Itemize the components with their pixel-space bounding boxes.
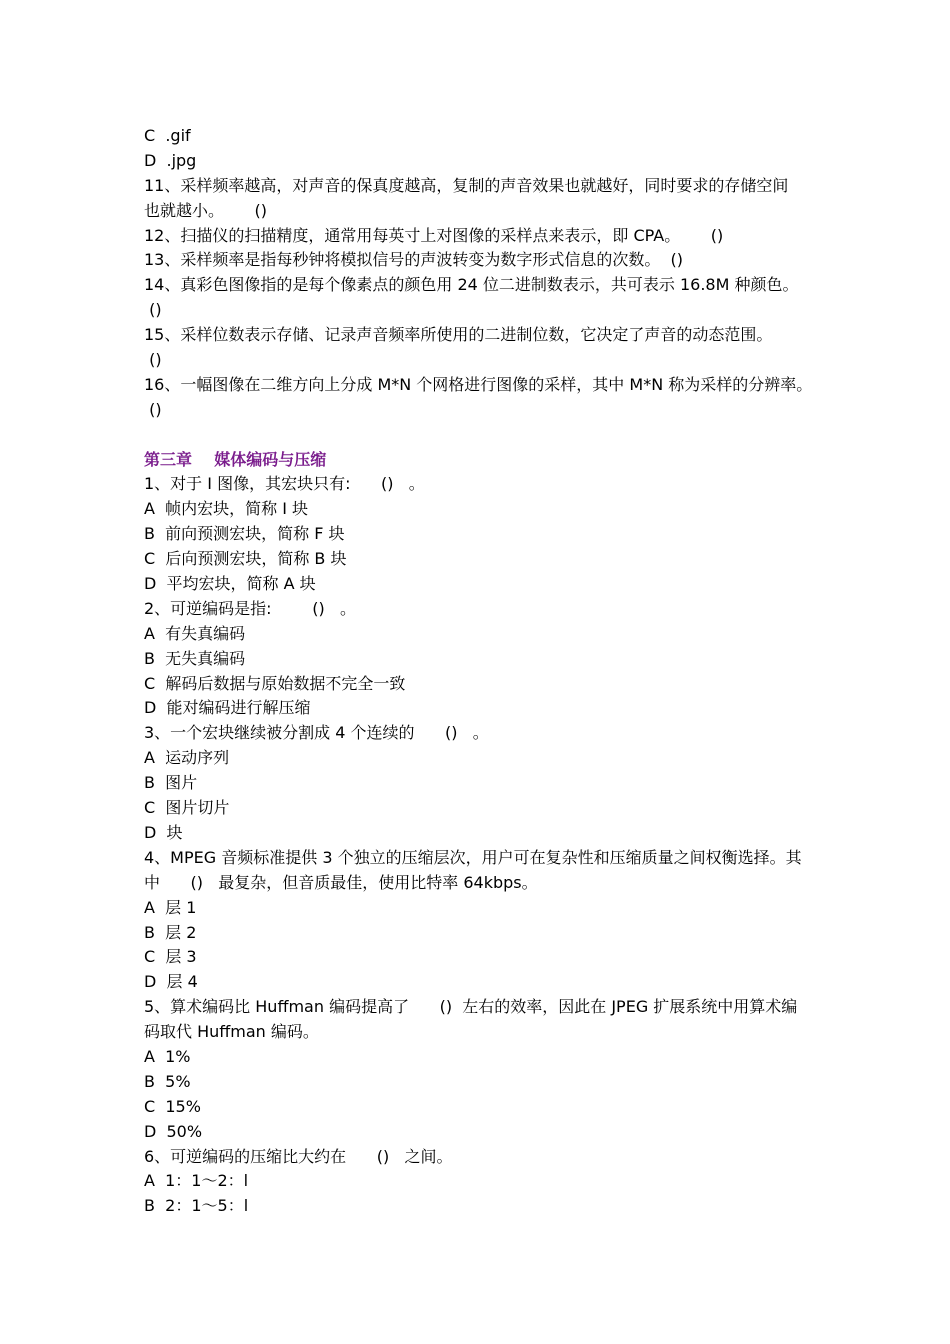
text-line: A 运动序列 xyxy=(144,748,230,768)
text-line: B 层 2 xyxy=(144,922,197,942)
text-line: D 能对编码进行解压缩 xyxy=(144,698,311,718)
text-line: B 前向预测宏块，简称 F 块 xyxy=(144,524,345,544)
text-line: 1、对于 I 图像，其宏块只有: () 。 xyxy=(144,474,425,494)
text-line: A 1：1～2：l xyxy=(144,1171,249,1191)
text-line: C 图片切片 xyxy=(144,798,230,818)
text-line: 16、一幅图像在二维方向上分成 M*N 个网格进行图像的采样，其中 M*N 称为采样的分辨率。 xyxy=(144,374,813,394)
text-line: A 层 1 xyxy=(144,897,197,917)
text-line: 12、扫描仪的扫描精度，通常用每英寸上对图像的采样点来表示，即 CPA。 () xyxy=(144,225,724,245)
chapter-heading: 第三章 媒体编码与压缩 xyxy=(144,449,327,469)
text-line: 也就越小。 () xyxy=(144,200,268,220)
question-block-true-false xyxy=(144,124,824,423)
text-line: B 2：1～5：l xyxy=(144,1196,249,1216)
text-line: () xyxy=(144,300,162,320)
text-line: 11、采样频率越高，对声音的保真度越高，复制的声音效果也就越好，同时要求的存储空间 xyxy=(144,175,789,195)
text-line: 14、真彩色图像指的是每个像素点的颜色用 24 位二进制数表示，共可表示 16.8M 种颜色。 xyxy=(144,275,799,295)
text-line: 5、算术编码比 Huffman 编码提高了 () 左右的效率，因此在 JPEG 扩展系统中用算术编 xyxy=(144,997,798,1017)
text-line: B 5% xyxy=(144,1071,191,1091)
text-line: A 有失真编码 xyxy=(144,623,246,643)
text-line: 3、一个宏块继续被分割成 4 个连续的 () 。 xyxy=(144,723,489,743)
text-line: 6、可逆编码的压缩比大约在 () 之间。 xyxy=(144,1146,453,1166)
text-line: 2、可逆编码是指: () 。 xyxy=(144,598,357,618)
text-line: B 图片 xyxy=(144,773,198,793)
text-line: D .jpg xyxy=(144,150,197,170)
document-body xyxy=(144,124,824,1219)
text-line: A 1% xyxy=(144,1046,191,1066)
text-line: 码取代 Huffman 编码。 xyxy=(144,1022,319,1042)
text-line: C 层 3 xyxy=(144,947,197,967)
text-line: 15、采样位数表示存储、记录声音频率所使用的二进制位数，它决定了声音的动态范围。 xyxy=(144,325,773,345)
text-line: () xyxy=(144,350,162,370)
text-line: () xyxy=(144,399,162,419)
text-line: B 无失真编码 xyxy=(144,648,246,668)
text-line: C .gif xyxy=(144,126,191,145)
text-line: C 后向预测宏块，简称 B 块 xyxy=(144,549,347,569)
paragraph-gap xyxy=(144,423,824,448)
text-line: 4、MPEG 音频标准提供 3 个独立的压缩层次，用户可在复杂性和压缩质量之间权衡选择。其 xyxy=(144,847,802,867)
text-line: A 帧内宏块，简称 I 块 xyxy=(144,499,309,519)
text-line: D 平均宏块，简称 A 块 xyxy=(144,574,316,594)
question-block-multiple-choice xyxy=(144,472,824,1219)
text-line: D 块 xyxy=(144,822,183,842)
text-line: D 50% xyxy=(144,1121,203,1141)
text-line: C 15% xyxy=(144,1096,201,1116)
text-line: C 解码后数据与原始数据不完全一致 xyxy=(144,673,406,693)
text-line: 13、采样频率是指每秒钟将模拟信号的声波转变为数字形式信息的次数。 () xyxy=(144,250,684,270)
text-line: D 层 4 xyxy=(144,972,198,992)
text-line: 中 () 最复杂，但音质最佳，使用比特率 64kbps。 xyxy=(144,872,538,892)
